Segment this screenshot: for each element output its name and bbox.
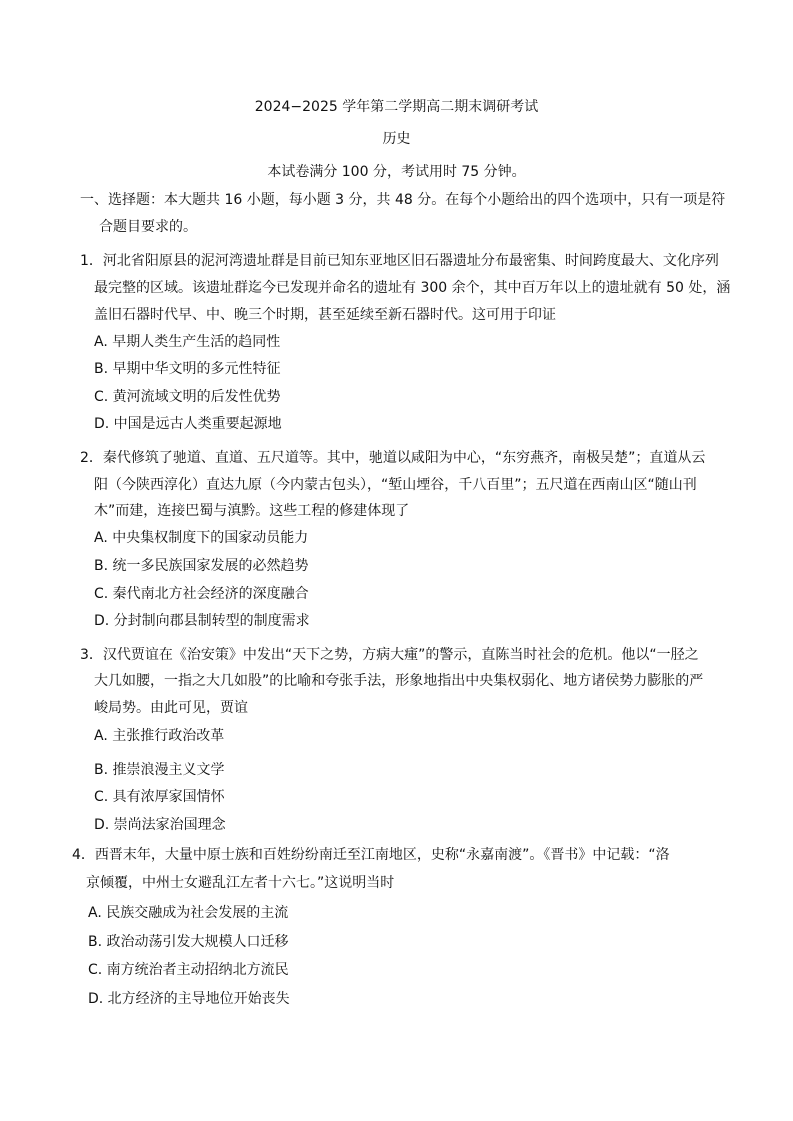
subject-title: 历史 (382, 131, 411, 147)
question-4-stem: 4．西晋末年，大量中原士族和百姓纷纷南迁至江南地区，史称“永嘉南渡”。《晋书》中记载：“洛 (72, 847, 670, 863)
question-3-option-a: A. 主张推行政治改革 (94, 728, 225, 744)
question-4-option-a: A. 民族交融成为社会发展的主流 (88, 905, 289, 921)
question-1-option-d: D. 中国是远古人类重要起源地 (94, 416, 282, 432)
exam-title: 2024−2025 学年第二学期高二期末调研考试 (254, 99, 539, 115)
question-2-option-c: C. 秦代南北方社会经济的深度融合 (94, 586, 309, 602)
question-2-option-a: A. 中央集权制度下的国家动员能力 (94, 530, 309, 546)
question-2-option-d: D. 分封制向郡县制转型的制度需求 (94, 613, 310, 629)
question-2-stem: 2．秦代修筑了驰道、直道、五尺道等。其中，驰道以咸阳为中心，“东穷燕齐，南极吴楚”；直道从云 (80, 450, 706, 466)
question-3-option-b: B. 推崇浪漫主义文学 (94, 762, 225, 778)
question-3-stem: 大几如腰，一指之大几如股”的比喻和夸张手法，形象地指出中央集权弱化、地方诸侯势力膨胀的严 (94, 673, 704, 689)
question-2-stem: 木”而建，连接巴蜀与滇黔。这些工程的修建体现了 (94, 503, 410, 519)
question-3-option-c: C. 具有浓厚家国情怀 (94, 789, 225, 805)
question-1-stem: 盖旧石器时代早、中、晚三个时期，甚至延续至新石器时代。这可用于印证 (94, 307, 556, 323)
question-4-option-b: B. 政治动荡引发大规模人口迁移 (88, 934, 289, 950)
question-4-stem: 京倾覆，中州士女避乱江左者十六七。”这说明当时 (86, 875, 395, 891)
question-3-stem: 3．汉代贾谊在《治安策》中发出“天下之势，方病大瘇”的警示，直陈当时社会的危机。他以“一胫之 (80, 647, 699, 663)
question-1-option-a: A. 早期人类生产生活的趋同性 (94, 334, 281, 350)
section-heading-continued: 合题目要求的。 (99, 219, 197, 235)
section-heading: 一、选择题：本大题共 16 小题，每小题 3 分，共 48 分。在每个小题给出的四个选项中，只有一项是符 (80, 192, 726, 208)
question-2-option-b: B. 统一多民族国家发展的必然趋势 (94, 558, 309, 574)
question-3-option-d: D. 崇尚法家治国理念 (94, 817, 226, 833)
exam-note: 本试卷满分 100 分，考试用时 75 分钟。 (267, 164, 526, 180)
question-1-option-b: B. 早期中华文明的多元性特征 (94, 361, 281, 377)
question-4-option-c: C. 南方统治者主动招纳北方流民 (88, 962, 289, 978)
question-1-stem: 最完整的区域。该遗址群迄今已发现并命名的遗址有 300 余个，其中百万年以上的遗址就有 50 处，涵 (94, 280, 731, 296)
question-4-option-d: D. 北方经济的主导地位开始丧失 (88, 991, 290, 1007)
question-3-stem: 峻局势。由此可见，贾谊 (94, 700, 248, 716)
question-1-stem: 1．河北省阳原县的泥河湾遗址群是目前已知东亚地区旧石器遗址分布最密集、时间跨度最大、文化序列 (80, 253, 719, 269)
question-1-option-c: C. 黄河流域文明的后发性优势 (94, 389, 281, 405)
question-2-stem: 阳（今陕西淳化）直达九原（今内蒙古包头），“堑山堙谷，千八百里”；五尺道在西南山区“随山刊 (94, 477, 697, 493)
